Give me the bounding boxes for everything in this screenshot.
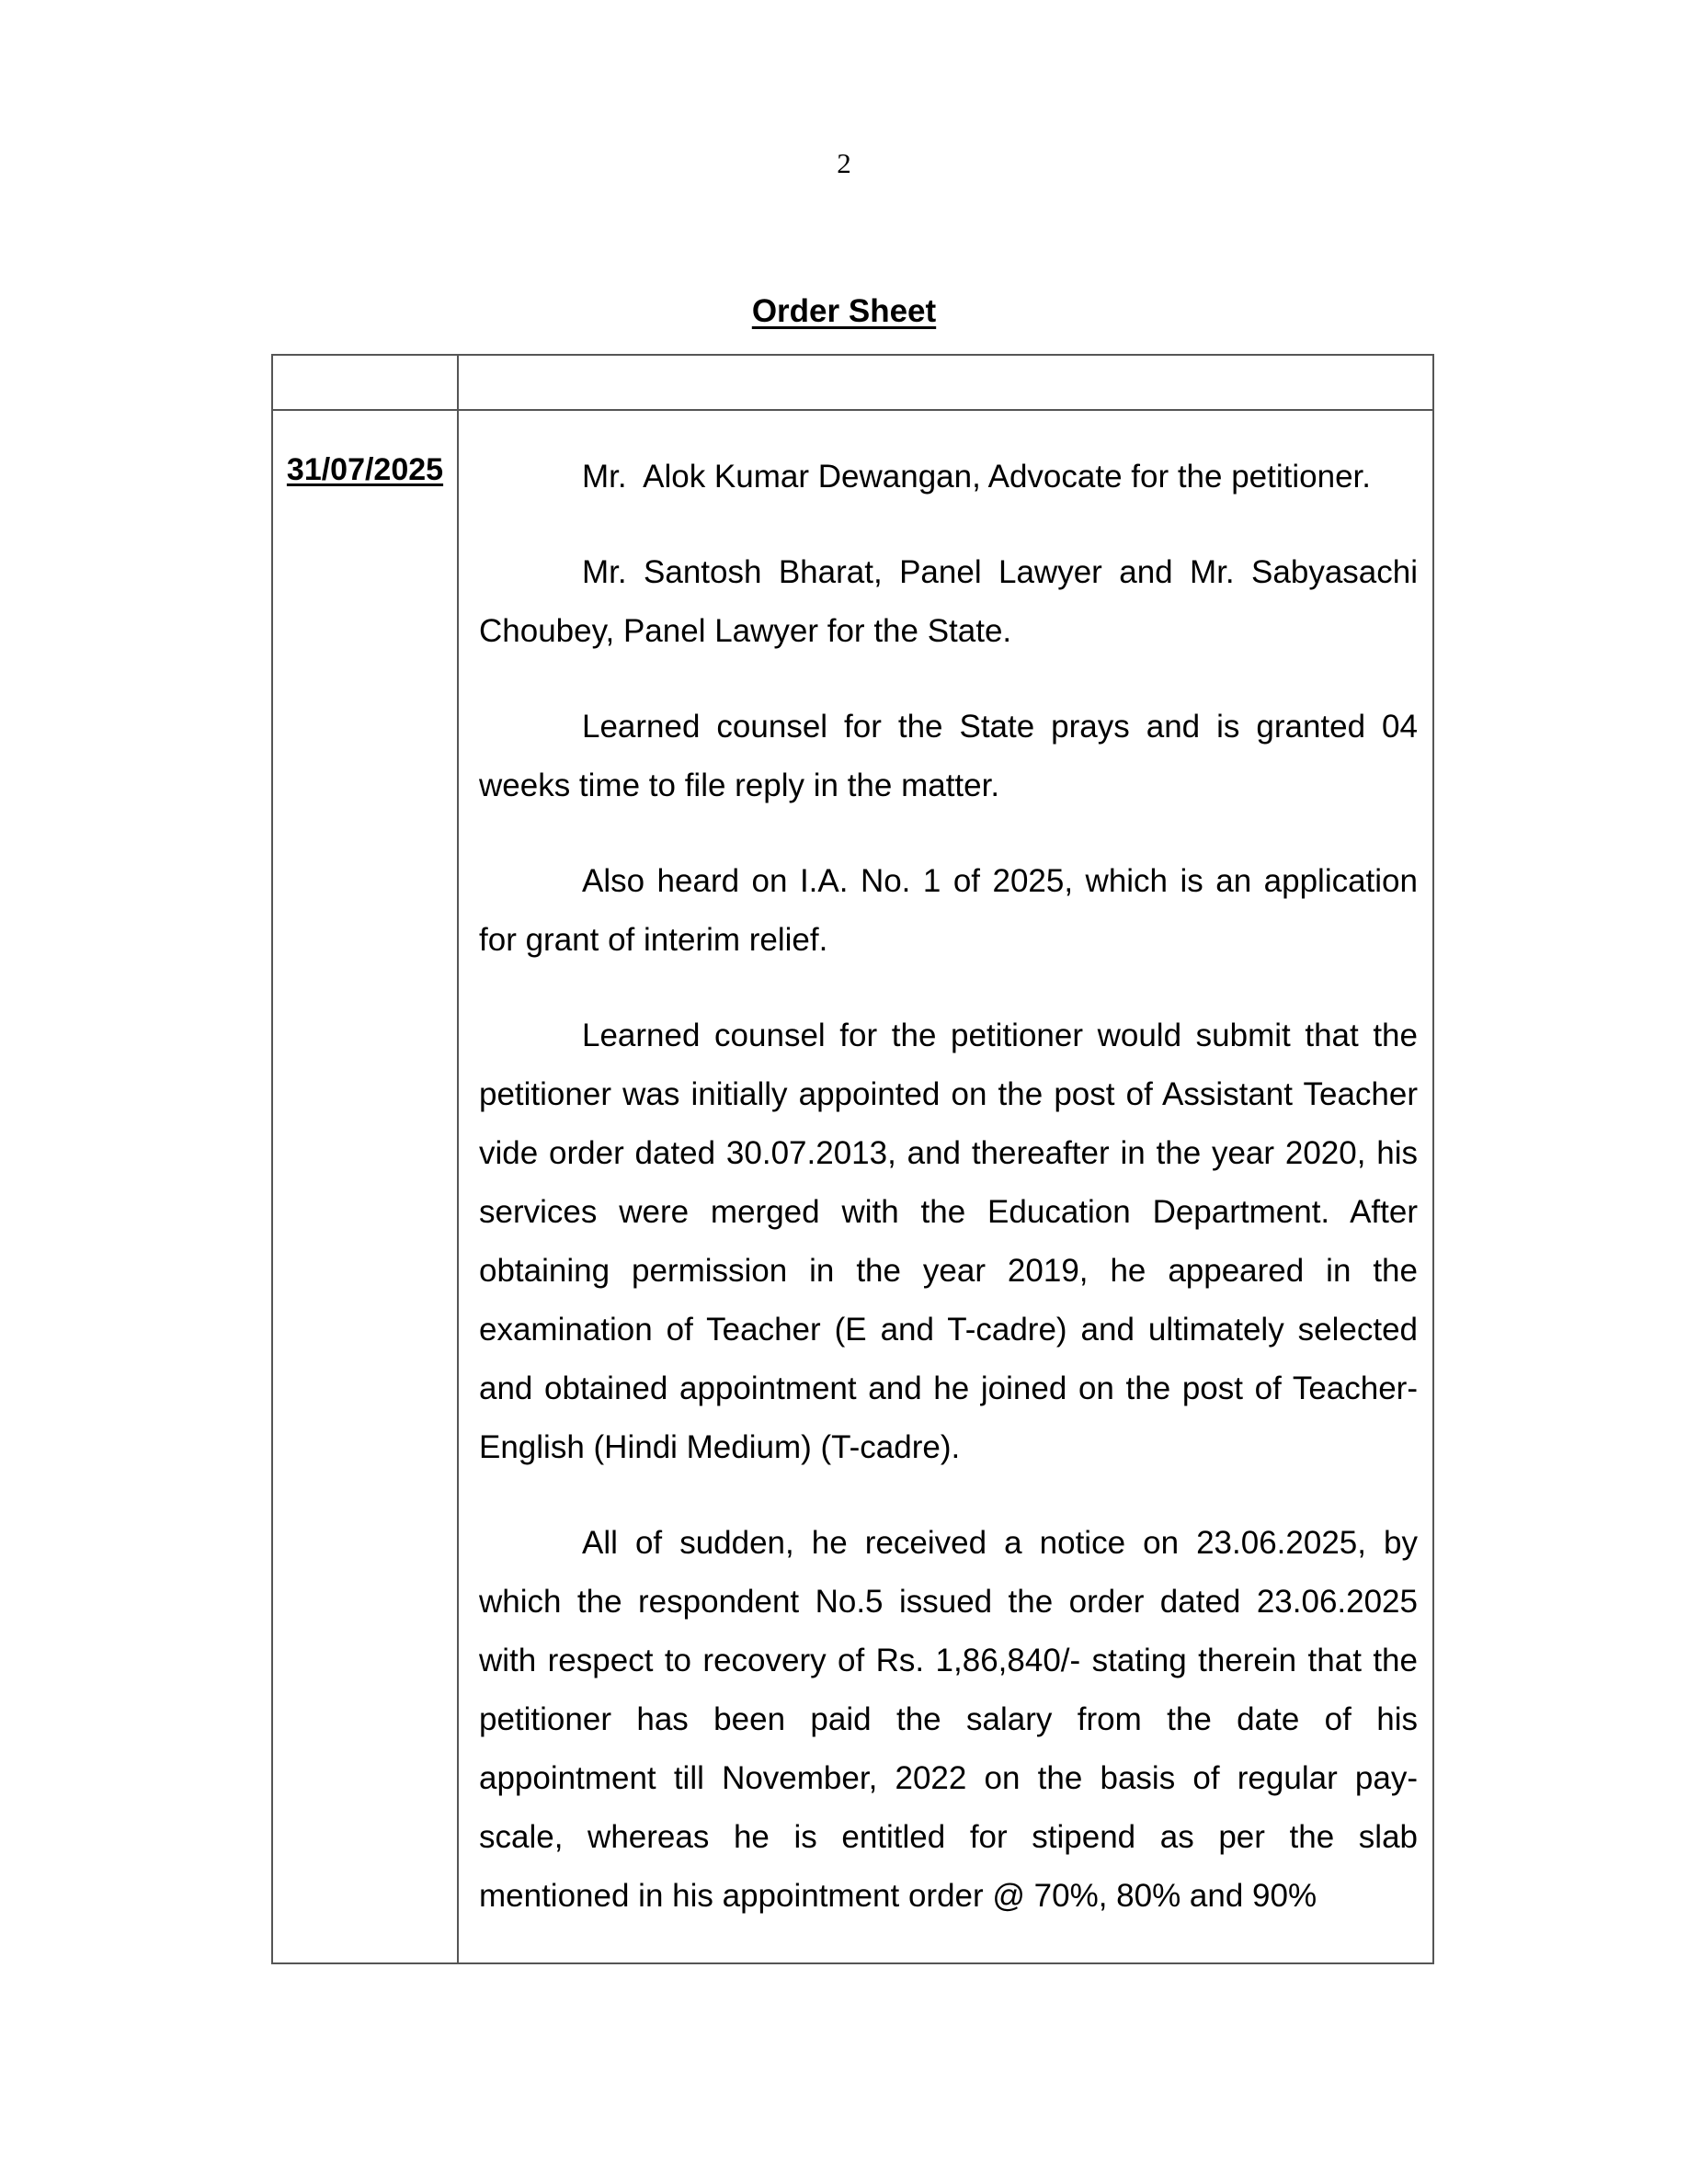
petitioner-submission-paragraph: Learned counsel for the petitioner would submit that the petitioner was initially appointed on the post of Assistant Teacher vide order dated 30.07.2013, and thereafter in the year 2020, his services were merged with the Education Department. After obtaining permission in the year 2019, he appeared in the examination of Teacher (E and T-cadre) and ultimately selected and obtained appointment and he joined on the post of Teacher-English (Hindi Medium) (T-cadre). [479, 1018, 1418, 1465]
recovery-notice-paragraph: All of sudden, he received a notice on 23.06.2025, by which the respondent No.5 issued the order dated 23.06.2025 with respect to recovery of Rs. 1,86,840/- stating therein that the petitioner has been paid the salary from the date of his appointment till November, 2022 on the basis of regular pay-scale, whereas he is entitled for stipend as per the slab mentioned in his appointment order @ 70%, 80% and 90% [479, 1525, 1418, 1914]
order-content-cell [458, 410, 1433, 1963]
interim-relief-paragraph: Also heard on I.A. No. 1 of 2025, which is an application for grant of interim relief. [479, 863, 1418, 958]
reply-time-paragraph: Learned counsel for the State prays and is granted 04 weeks time to file reply in the matter. [479, 709, 1418, 803]
date-cell [272, 410, 458, 1963]
page-number: 2 [837, 147, 851, 179]
header-cell-content [458, 355, 1433, 410]
appearance-state: Mr. Santosh Bharat, Panel Lawyer and Mr. Sabyasachi Choubey, Panel Lawyer for the State. [479, 554, 1418, 649]
table-row [272, 410, 1433, 1963]
header-cell-date [272, 355, 458, 410]
page-title: Order Sheet [751, 293, 937, 329]
appearance-petitioner: Mr. Alok Kumar Dewangan, Advocate for the petitioner. [582, 459, 1371, 495]
order-sheet-table [271, 354, 1434, 1964]
table-header-row [272, 355, 1433, 410]
order-date: 31/07/2025 [286, 452, 444, 487]
